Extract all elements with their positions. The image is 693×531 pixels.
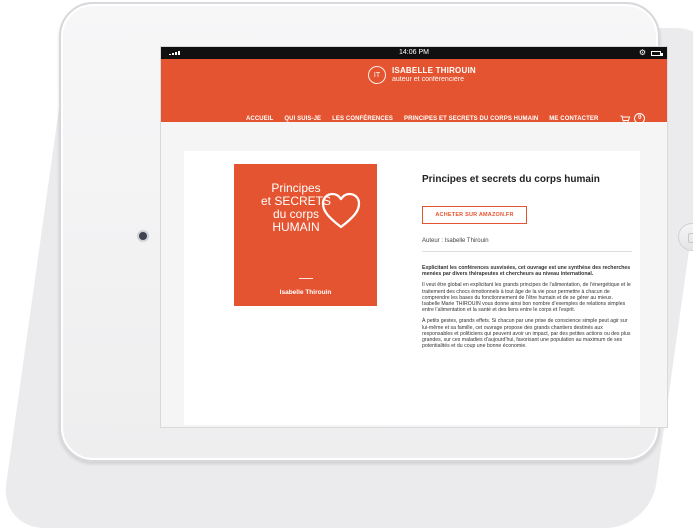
main-navigation [246,113,645,124]
nav-item-conferences[interactable]: LES CONFÉRENCES [332,115,393,122]
book-content [184,151,640,425]
cover-divider [299,278,313,279]
buy-amazon-button[interactable]: ACHETER SUR AMAZON.FR [422,206,527,224]
book-details [422,174,632,354]
heart-icon [320,192,362,230]
nav-item-home[interactable]: ACCUEIL [246,115,274,122]
cart-count[interactable]: 0 [634,113,645,124]
status-icons [639,47,661,59]
site-header [161,59,667,122]
nav-item-book[interactable]: PRINCIPES ET SECRETS DU CORPS HUMAIN [404,115,539,122]
brand-badge[interactable]: IT [368,66,386,84]
brand[interactable] [368,66,476,84]
intro-paragraph: Explicitant les conférences susvisées, cet ouvrage est une synthèse des recherches menées par divers thérapeutes et chercheurs au niveau international. [422,265,631,278]
author-line: Auteur : Isabelle Thirouin [422,237,632,252]
cover-author: Isabelle Thirouin [279,289,332,296]
cart-link[interactable] [620,113,645,124]
battery-icon [651,51,661,56]
tablet-device [59,2,660,462]
book-description [422,265,632,349]
brand-name[interactable]: ISABELLE THIROUIN [392,66,476,75]
brand-text[interactable] [392,67,476,83]
cover-title: Principes et SECRETS du corps HUMAIN [260,181,332,234]
page-title: Principes et secrets du corps humain [422,174,600,185]
description-paragraph-1: Il veut être global en explicitant les grands principes de l’alimentation, de l’énergétique et le traitement des chocs émotionnels à tout âge de la vie pour permettre à chacun de comprendre les bases du fonctionnement de l’être humain et de se gérer au mieux. Isabelle Marie THIROUIN vous donne ainsi bon nombre d’exemples de relations simples entre l’alimentation et la santé et des liens entre le corps et l’esprit. [422,282,631,314]
tablet-screen [160,46,668,428]
signal-icon [169,50,181,55]
cart-icon[interactable] [620,115,630,123]
gear-icon: ⚙ [638,48,646,57]
brand-subtitle: auteur et conférencière [392,76,464,83]
status-bar [161,47,667,59]
book-cover [234,164,377,306]
nav-item-contact[interactable]: ME CONTACTER [549,115,599,122]
nav-item-about[interactable]: QUI SUIS-JE [284,115,322,122]
description-paragraph-2: À petits gestes, grands effets. Si chacun par une prise de conscience simple peut agir sur lui-même et sa famille, cet ouvrage propose des grands chantiers destinés aux responsables et politiciens qui peuvent avoir un impact, par des petites actions ou des plus grandes, sur ces maladies d’aujourd’hui, favorisant une population au maximum de ses potentialités et du coup une bonne économie. [422,318,631,350]
status-time: 14:06 PM [399,49,429,56]
camera-icon [139,232,147,240]
